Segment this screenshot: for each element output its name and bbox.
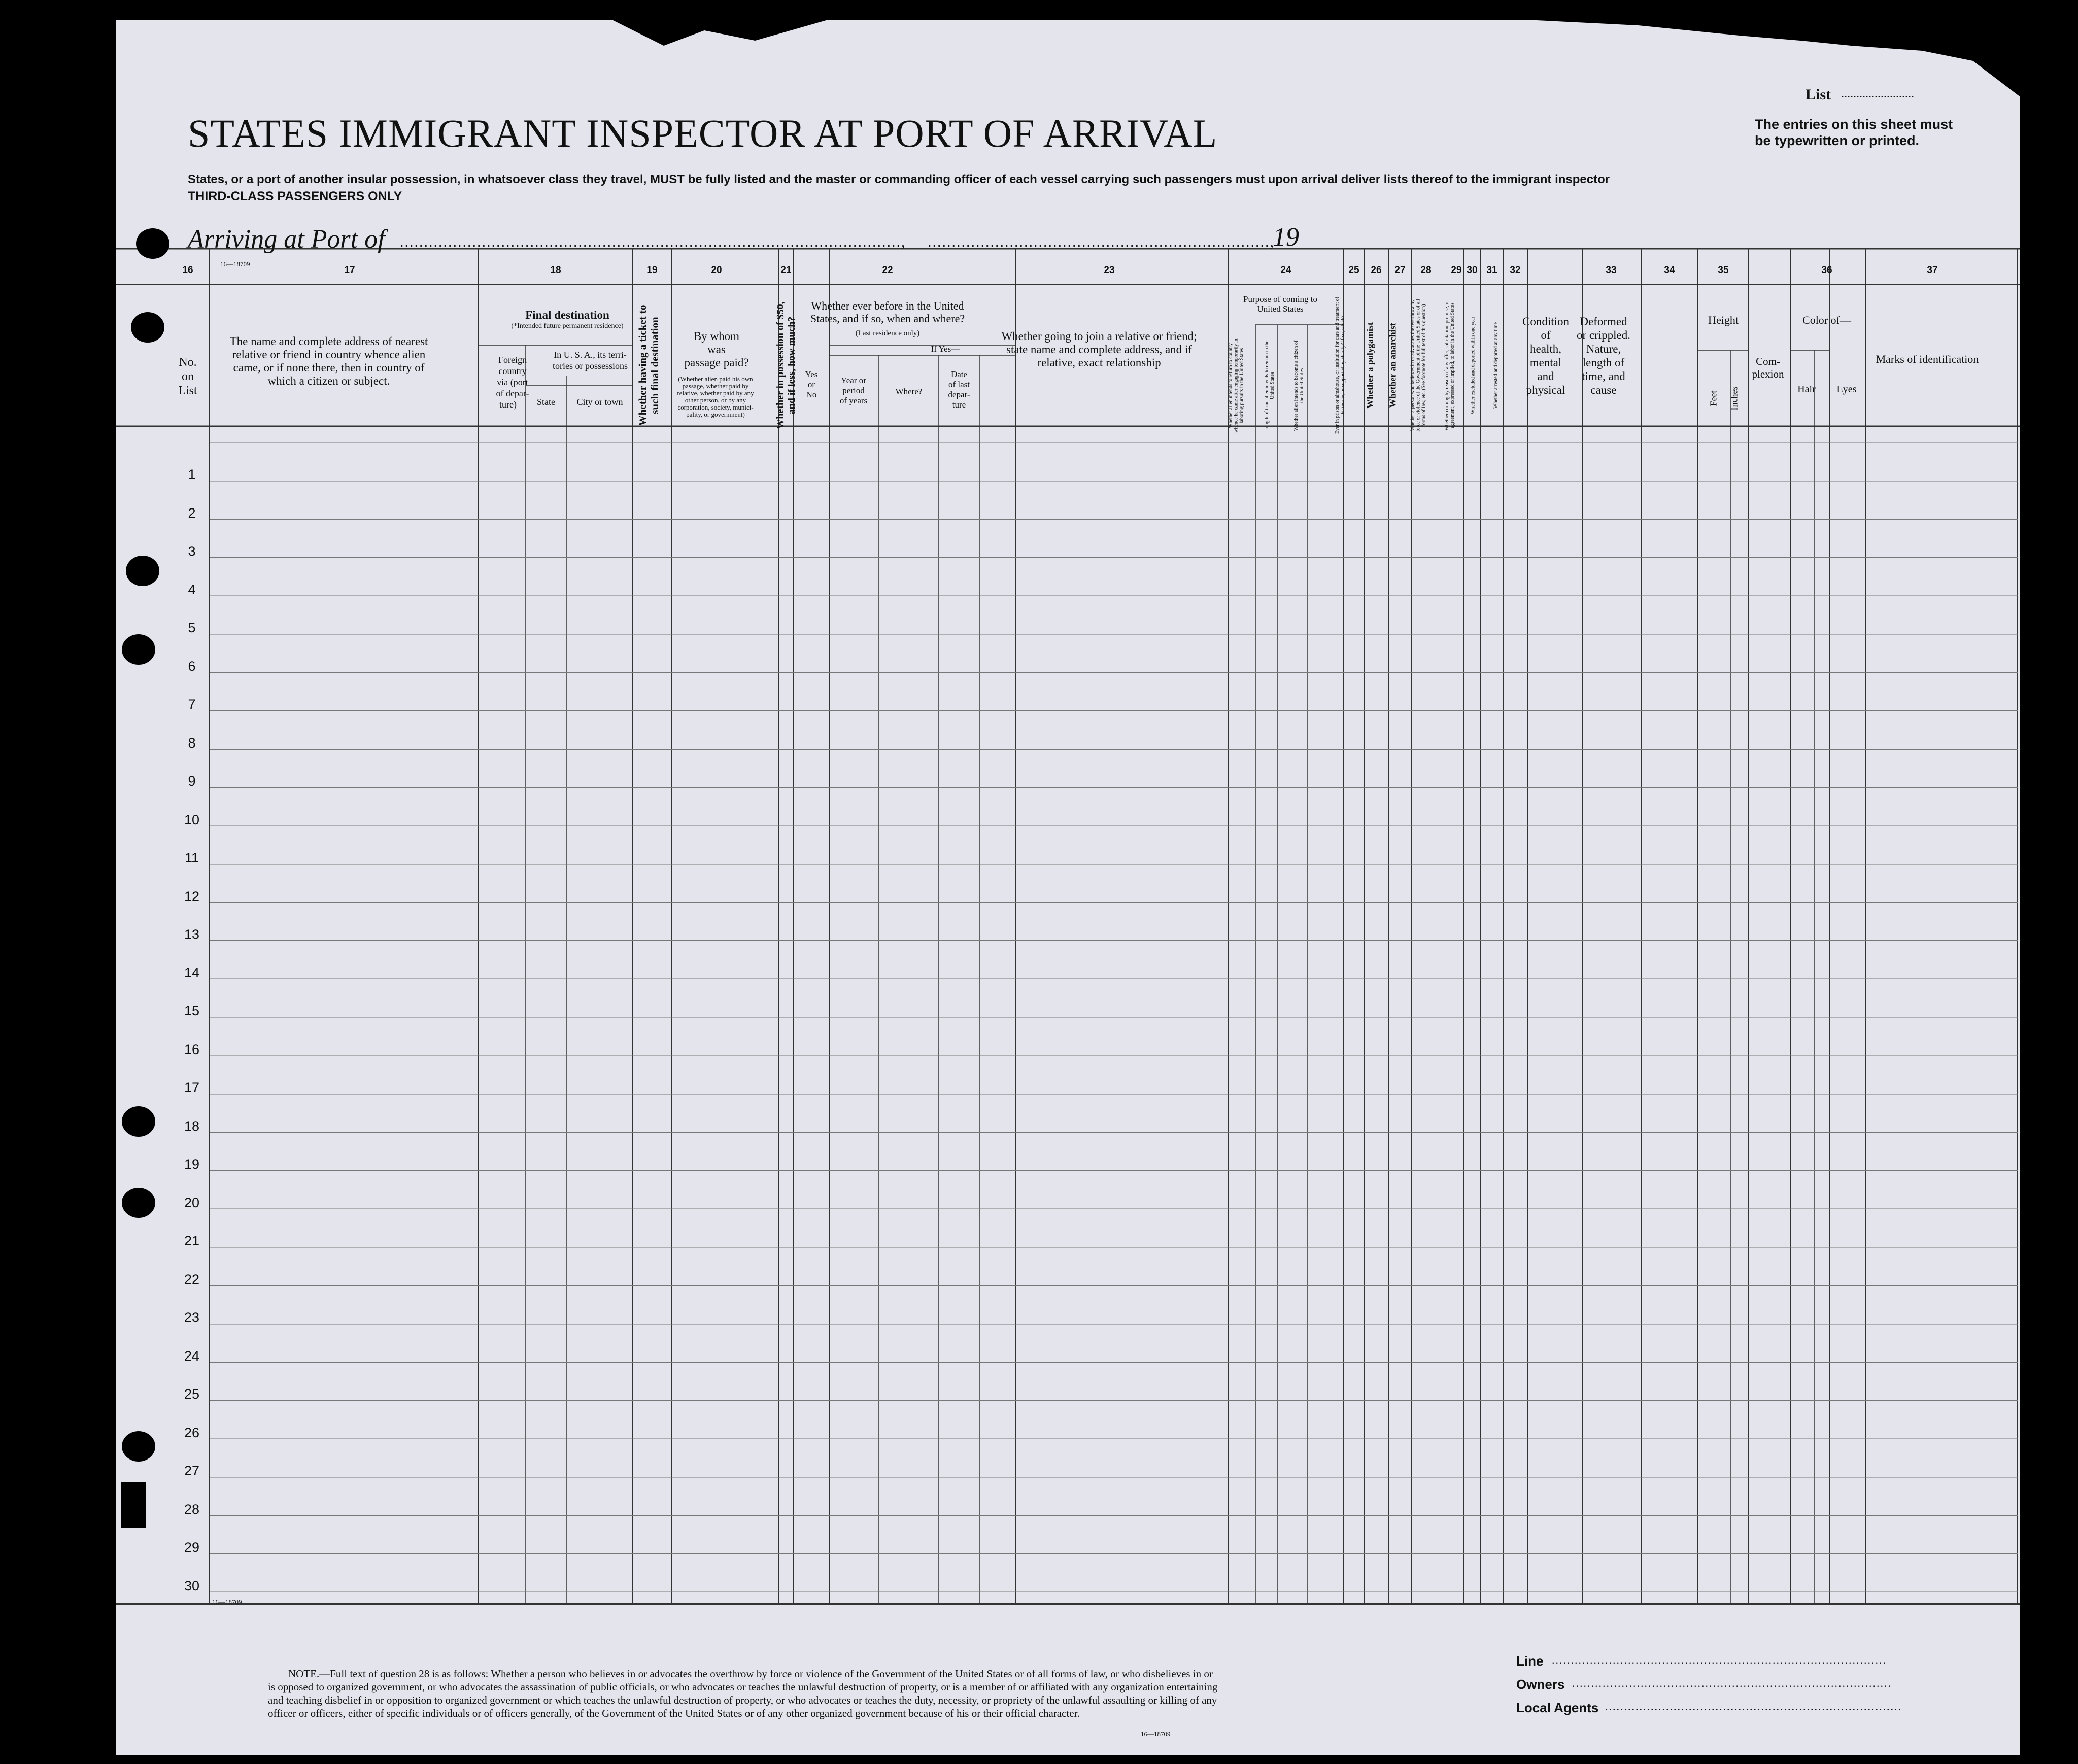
col23-header: Whether going to join a relative or friend; state name and complete address, and if relative, exact relationship [1001, 330, 1197, 369]
punch-hole [121, 1482, 146, 1528]
arriving-label: Arriving at Port of [188, 225, 385, 254]
column-number: 32 [1510, 265, 1521, 276]
column-number: 28 [1420, 265, 1432, 276]
punch-hole [126, 556, 159, 586]
line-label: Line [1516, 1653, 1544, 1669]
col22-yesno: Yes or No [805, 369, 818, 399]
col18-city: City or town [576, 397, 623, 407]
torn-corner [1537, 20, 2020, 96]
column-number: 30 [1467, 265, 1478, 276]
col29-header: Whether coming by reason of any offer, solicitation, promise, or agreement, expressed or implied, to labor in the United States [1444, 300, 1455, 431]
date-line: ......................................................................., [928, 233, 1275, 250]
column-number: 16 [182, 265, 193, 276]
form-number-top: 16—18709 [220, 260, 250, 268]
col22-sub: (Last residence only) [855, 329, 920, 337]
year-prefix: 19 [1273, 223, 1299, 252]
col36-title: Color of— [1802, 314, 1851, 326]
col20-sub: (Whether alien paid his own passage, whether paid by relative, whether paid by any other person, or by any corporation, society, munici-pality, or government) [677, 375, 754, 418]
row-number: 5 [188, 620, 196, 635]
row-number: 22 [184, 1271, 200, 1287]
col22-where: Where? [895, 387, 923, 396]
col18-state: State [537, 397, 555, 407]
column-number: 27 [1394, 265, 1406, 276]
row-number: 2 [188, 505, 196, 521]
col24-title: Purpose of coming to United States [1243, 294, 1317, 314]
column-number: 33 [1606, 265, 1617, 276]
row-number: 20 [184, 1195, 200, 1210]
row-number: 23 [184, 1310, 200, 1325]
row-number: 9 [188, 773, 196, 789]
row-number: 11 [184, 850, 199, 865]
col22-ifyes: If Yes— [931, 344, 960, 354]
column-number: 23 [1104, 265, 1115, 276]
col16-header: No. on List [178, 356, 197, 397]
col21-header: Whether in possession of $50, and if less, how much? [775, 301, 797, 429]
form-subtitle: States, or a port of another insular possession, in whatsoever class they travel, MUST be fully listed and the master or commanding officer of each vessel carrying such passengers must upon arrival deliver lists thereof to the immigrant inspector [188, 173, 1610, 186]
column-number: 26 [1371, 265, 1382, 276]
col32-header: Condition of health, mental and physical [1522, 315, 1570, 396]
instructions-line2: be typewritten or printed. [1755, 133, 1920, 148]
punch-hole [122, 634, 155, 665]
col36-eyes: Eyes [1836, 384, 1857, 395]
class-line: THIRD-CLASS PASSENGERS ONLY [188, 189, 402, 203]
row-number: 6 [188, 658, 196, 674]
column-number: 31 [1486, 265, 1497, 276]
row-number: 24 [184, 1348, 200, 1364]
row-number: 14 [184, 965, 200, 980]
column-number: 24 [1280, 265, 1291, 276]
row-number: 28 [184, 1501, 200, 1517]
col34-inches: Inches [1729, 386, 1740, 411]
column-number: 19 [646, 265, 658, 276]
col27-header: Whether an anarchist [1387, 323, 1398, 408]
row-number: 21 [184, 1233, 200, 1248]
column-number: 36 [1821, 265, 1832, 276]
col25-header: Ever in prison or almshouse, or institution for care and treatment of the insane, or supported by charity? If so, which? [1335, 297, 1346, 434]
form-title: STATES IMMIGRANT INSPECTOR AT PORT OF ARRIVAL [188, 111, 1218, 155]
column-number: 37 [1927, 265, 1938, 276]
row-number: 17 [184, 1080, 200, 1095]
col20-title: By whom was passage paid? [684, 330, 749, 369]
row-number: 19 [184, 1157, 200, 1172]
owners-label: Owners [1516, 1677, 1565, 1692]
col18-sub: (*Intended future permanent residence) [511, 322, 624, 330]
col26-header: Whether a polygamist [1365, 322, 1375, 409]
col18-usa: In U. S. A., its terri- tories or possessions [553, 350, 628, 371]
col31-header: Whether arrested and deported at any time [1493, 322, 1499, 409]
punch-hole [131, 312, 164, 343]
col33-header: Deformed or crippled. Nature, length of time, and cause [1576, 315, 1631, 396]
col24-c: Whether alien intends to become a citizen of the United States [1293, 340, 1305, 431]
column-number: 17 [344, 265, 355, 276]
row-number: 4 [188, 582, 196, 597]
row-number: 3 [188, 544, 196, 559]
port-line: ........................................................................................................, [400, 233, 906, 250]
owners-field: .................................................................................... [1572, 1677, 1892, 1689]
line-field: ........................................................................................ [1552, 1653, 1887, 1666]
punch-hole [122, 1188, 155, 1218]
col37-header: Marks of identification [1876, 353, 1979, 365]
row-number: 13 [184, 927, 200, 942]
form-number-bottom: 16—18709 [212, 1598, 242, 1606]
list-label: List [1806, 86, 1831, 103]
column-number: 34 [1664, 265, 1675, 276]
form-grid [116, 20, 2020, 1755]
col30-header: Whether excluded and deported within one year [1470, 316, 1476, 415]
torn-edge [572, 20, 826, 46]
column-number: 22 [882, 265, 893, 276]
col24-a: Whether alien intends to return to country whence he came after engaging temporarily in laboring pursuits in the United States [1228, 338, 1245, 433]
column-number: 21 [780, 265, 792, 276]
punch-hole [136, 228, 169, 259]
col19-header: Whether having a ticket to such final destination [636, 304, 661, 426]
row-number: 16 [184, 1041, 200, 1057]
row-number: 7 [188, 697, 196, 712]
agents-field: .............................................................................. [1605, 1700, 1902, 1713]
row-number: 8 [188, 735, 196, 751]
col28-header: Whether a person who believes in or advocates the overthrow by force or violence of the Government of the United States or of all forms of law, etc. (See footnote for full text of this question) [1410, 299, 1427, 432]
col18-foreign: Foreign country via (port of depar- ture)— [496, 355, 529, 410]
col34-feet: Feet [1708, 390, 1719, 406]
col17-header: The name and complete address of nearest relative or friend in country whence alien came, or if none there, then in country of which a citizen or subject. [229, 335, 428, 387]
col24-b: Length of time alien intends to remain in the United States [1264, 340, 1275, 431]
column-number: 25 [1348, 265, 1359, 276]
row-number: 12 [184, 888, 200, 904]
list-number-line: ........................ [1841, 87, 1914, 100]
row-number: 25 [184, 1386, 200, 1402]
column-number: 20 [711, 265, 722, 276]
row-number: 27 [184, 1463, 200, 1478]
row-number: 29 [184, 1540, 200, 1555]
col34-title: Height [1708, 314, 1739, 326]
footnote-form-number: 16—18709 [1141, 1730, 1171, 1738]
row-number: 10 [184, 811, 200, 827]
col36-hair: Hair [1797, 384, 1816, 395]
row-number: 18 [184, 1118, 200, 1134]
column-number: 29 [1451, 265, 1462, 276]
row-number: 15 [184, 1003, 200, 1019]
row-number: 26 [184, 1424, 200, 1440]
col22-date: Date of last depar- ture [948, 369, 970, 410]
agents-label: Local Agents [1516, 1700, 1599, 1715]
footnote-q28: NOTE.—Full text of question 28 is as follows: Whether a person who believes in or advocates the overthrow by force or violence of the Government of the United States or of all forms of law, or who disbelieves in or is opposed to organized government, or who advocates the assassination of public officials, or who advocates or teaches the unlawful destruction of property, or is a member of or affiliated with any organization entertaining and teaching disbelief in or opposition to organized government or which teaches the unlawful destruction of property, or who advocates or teaches the duty, necessity, or propriety of the unlawful assaulting or killing of any officer or officers, either of specific individuals or of officers generally, of the Government of the United States or of any other organized government because of his or their official character. [268, 1668, 1218, 1719]
column-number: 35 [1718, 265, 1729, 276]
col22-year: Year or period of years [839, 376, 868, 405]
col22-title: Whether ever before in the United States, and if so, when and where? [810, 299, 965, 325]
col35-header: Com- plexion [1752, 355, 1784, 380]
manifest-sheet [116, 20, 2020, 1755]
punch-hole [122, 1106, 155, 1137]
row-number: 1 [188, 467, 196, 482]
col18-title: Final destination [525, 309, 609, 321]
row-number: 30 [184, 1578, 200, 1593]
punch-hole [122, 1431, 155, 1462]
instructions-line1: The entries on this sheet must [1755, 117, 1953, 132]
column-number: 18 [550, 265, 561, 276]
